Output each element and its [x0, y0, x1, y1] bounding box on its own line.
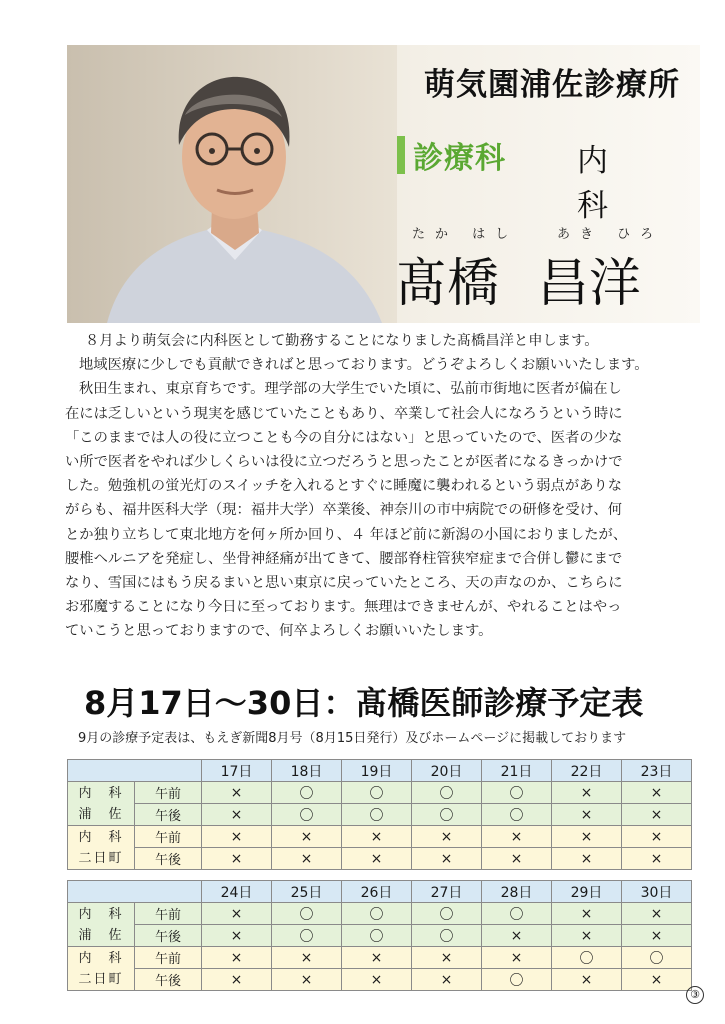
slot-label: 午前 [135, 826, 202, 848]
department-value: 内 科 [577, 143, 630, 224]
schedule-cell: 〇 [272, 903, 342, 925]
paragraph-line: なり、雪国にはもう戻るまいと思い東京に戻っていたところ、天の声なのか、こちらに [65, 575, 623, 592]
introduction-text [65, 329, 705, 644]
day-header: 28日 [482, 881, 552, 903]
paragraph-line: 「このままでは人の役に立つことも今の自分にはない」と思っていたので、医者の少な [65, 429, 623, 446]
schedule-cell: × [202, 925, 272, 947]
schedule-cell: 〇 [622, 947, 692, 969]
schedule-table-week2 [67, 880, 692, 991]
schedule-cell: 〇 [412, 782, 482, 804]
schedule-cell: × [622, 925, 692, 947]
day-header: 25日 [272, 881, 342, 903]
day-header: 24日 [202, 881, 272, 903]
doctor-given-name: 昌洋 [537, 254, 642, 314]
table-row [68, 826, 692, 848]
header-band [67, 45, 700, 323]
schedule-cell: × [552, 804, 622, 826]
table-row [68, 903, 692, 925]
table-row [68, 804, 692, 826]
paragraph-line: ８月より萌気会に内科医として勤務することになりました髙橋昌洋と申します。 [85, 333, 599, 349]
schedule-cell: × [272, 969, 342, 991]
schedule-cell: 〇 [272, 804, 342, 826]
schedule-cell: × [622, 804, 692, 826]
schedule-cell: × [342, 947, 412, 969]
schedule-cell: × [482, 826, 552, 848]
table-row [68, 782, 692, 804]
day-header: 20日 [412, 760, 482, 782]
schedule-cell: × [622, 848, 692, 870]
schedule-cell: 〇 [272, 925, 342, 947]
paragraph-line: 在には乏しいという現実を感じていたこともあり、卒業して社会人になろうという時に [65, 405, 623, 422]
schedule-cell: × [202, 903, 272, 925]
paragraph-line: い所で医者をやれば少しくらいは役に立つだろうと思ったことが医者になるきっかけで [65, 454, 623, 471]
schedule-cell: 〇 [482, 903, 552, 925]
schedule-cell: × [622, 782, 692, 804]
day-header: 27日 [412, 881, 482, 903]
paragraph-line: 地域医療に少しでも貢献できればと思っております。どうぞよろしくお願いいたします。 [79, 357, 649, 374]
furigana-family: たか はし [412, 227, 519, 242]
group-label-futsukamachi: 内 科 二日町 [68, 947, 135, 991]
schedule-cell: × [202, 782, 272, 804]
furigana-given: あき ひろ [557, 227, 664, 242]
schedule-cell: × [202, 848, 272, 870]
schedule-cell: × [482, 947, 552, 969]
slot-label: 午前 [135, 782, 202, 804]
schedule-cell: × [622, 903, 692, 925]
schedule-cell: × [552, 903, 622, 925]
schedule-cell: × [412, 969, 482, 991]
table-row [68, 925, 692, 947]
schedule-cell: 〇 [412, 925, 482, 947]
schedule-cell: 〇 [342, 903, 412, 925]
schedule-cell: 〇 [482, 804, 552, 826]
paragraph-line: した。勉強机の蛍光灯のスイッチを入れるとすぐに睡魔に襲われるという弱点がありな [65, 478, 623, 495]
schedule-cell: × [342, 848, 412, 870]
group-label-futsukamachi: 内 科 二日町 [68, 826, 135, 870]
day-header: 18日 [272, 760, 342, 782]
doctor-photo [67, 45, 397, 323]
schedule-cell: 〇 [272, 782, 342, 804]
paragraph-line: がらも、福井医科大学（現：福井大学）卒業後、神奈川の市中病院での研修を受け、何 [65, 502, 623, 519]
day-header: 30日 [622, 881, 692, 903]
slot-label: 午前 [135, 903, 202, 925]
table-row [68, 848, 692, 870]
schedule-cell: 〇 [342, 804, 412, 826]
paragraph-line: 腰椎ヘルニアを発症し、坐骨神経痛が出てきて、腰部脊柱管狭窄症まで合併し鬱にまで [65, 550, 623, 567]
paragraph-line: ていこうと思っておりますので、何卒よろしくお願いいたします。 [65, 623, 493, 640]
schedule-cell: × [272, 826, 342, 848]
schedule-cell: 〇 [482, 969, 552, 991]
schedule-cell: × [552, 969, 622, 991]
schedule-cell: × [482, 848, 552, 870]
schedule-cell: × [482, 925, 552, 947]
day-header: 26日 [342, 881, 412, 903]
day-header: 19日 [342, 760, 412, 782]
schedule-cell: × [202, 826, 272, 848]
schedule-cell: × [622, 969, 692, 991]
schedule-cell: 〇 [412, 903, 482, 925]
paragraph-line: 秋田生まれ、東京育ちです。理学部の大学生でいた頃に、弘前市街地に医者が偏在し [79, 381, 622, 398]
schedule-cell: × [202, 804, 272, 826]
schedule-cell: × [552, 848, 622, 870]
table-row [68, 969, 692, 991]
group-label-urasa: 内 科 浦 佐 [68, 903, 135, 947]
day-header: 23日 [622, 760, 692, 782]
page-number: ③ [686, 986, 704, 1004]
schedule-cell: × [412, 947, 482, 969]
schedule-cell: 〇 [342, 782, 412, 804]
day-header: 29日 [552, 881, 622, 903]
department-accent-bar [397, 136, 405, 174]
slot-label: 午後 [135, 848, 202, 870]
paragraph-line: お邪魔することになり今日に至っております。無理はできませんが、やれることはやっ [65, 599, 622, 616]
day-header: 21日 [482, 760, 552, 782]
day-header: 17日 [202, 760, 272, 782]
doctor-family-name: 髙橋 [395, 254, 500, 314]
schedule-title: 8月17日～30日：髙橋医師診療予定表 [84, 684, 644, 722]
schedule-cell: × [342, 969, 412, 991]
clinic-name: 萌気園浦佐診療所 [424, 67, 680, 103]
slot-label: 午後 [135, 804, 202, 826]
schedule-cell: × [552, 782, 622, 804]
slot-label: 午後 [135, 969, 202, 991]
schedule-cell: × [202, 969, 272, 991]
table-header-row [68, 881, 692, 903]
schedule-cell: × [552, 826, 622, 848]
schedule-cell: × [202, 947, 272, 969]
slot-label: 午後 [135, 925, 202, 947]
schedule-cell: × [272, 947, 342, 969]
schedule-cell: × [272, 848, 342, 870]
schedule-cell: 〇 [412, 804, 482, 826]
department-label: 診療科 [413, 141, 506, 176]
schedule-cell: × [342, 826, 412, 848]
schedule-cell: 〇 [552, 947, 622, 969]
schedule-cell: 〇 [482, 782, 552, 804]
schedule-cell: × [622, 826, 692, 848]
schedule-table-week1 [67, 759, 692, 870]
schedule-cell: × [412, 848, 482, 870]
table-row [68, 947, 692, 969]
department-row [397, 133, 506, 177]
table-header-row [68, 760, 692, 782]
day-header: 22日 [552, 760, 622, 782]
schedule-cell: 〇 [342, 925, 412, 947]
schedule-cell: × [552, 925, 622, 947]
slot-label: 午前 [135, 947, 202, 969]
schedule-cell: × [412, 826, 482, 848]
schedule-note: 9月の診療予定表は、もえぎ新聞8月号（8月15日発行）及びホームページに掲載しております [78, 731, 627, 746]
paragraph-line: とか独り立ちして東北地方を何ヶ所か回り、４ 年ほど前に新潟の小国におりましたが、 [65, 526, 628, 543]
group-label-urasa: 内 科 浦 佐 [68, 782, 135, 826]
